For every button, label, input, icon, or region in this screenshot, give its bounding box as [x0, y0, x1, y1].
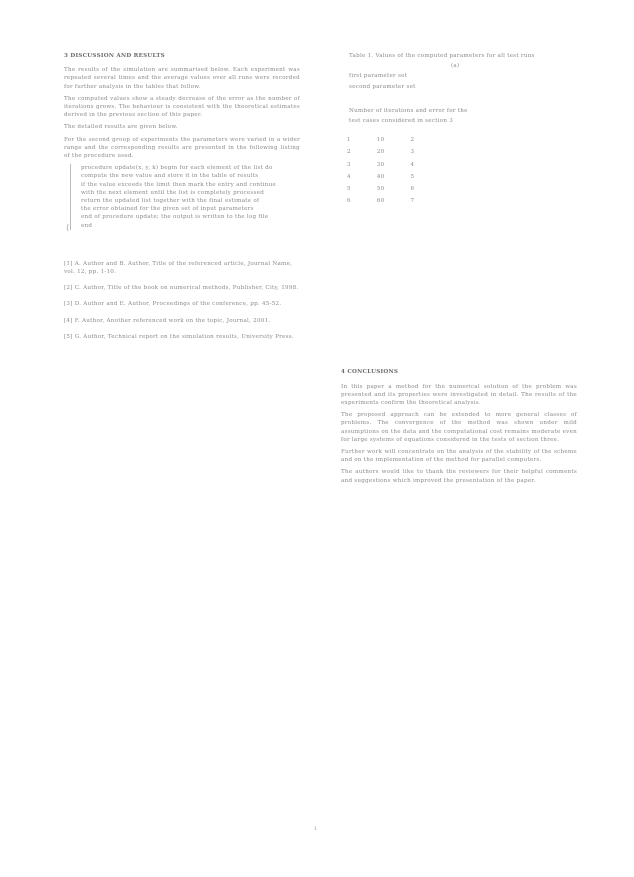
- table-cell: 20: [376, 149, 385, 156]
- code-line: with the next element until the list is completely processed: [81, 189, 265, 196]
- paragraph: In this paper a method for the numerical solution of the problem was presented and its properties were investigated in detail. The results of the experiments confirm the theoretical analysis.: [341, 383, 577, 407]
- paragraph: The proposed approach can be extended to more general classes of problems. The convergence of the method was shown under mild assumptions on the data and the computational cost remains moderate even for large systems of equations considered in the tests of section three.: [341, 412, 577, 443]
- paragraph: Further work will concentrate on the analysis of the stability of the scheme and on the implementation of the method for parallel computers.: [341, 449, 577, 464]
- paragraph: The authors would like to thank the reviewers for their helpful comments and suggestions which improved the presentation of the paper.: [341, 469, 577, 484]
- table-row: [347, 184, 440, 196]
- table-cell: 30: [376, 161, 385, 168]
- right-column: [341, 52, 577, 489]
- table-caption: test cases considered in section 3: [349, 118, 454, 125]
- table-cell: 3: [347, 161, 351, 168]
- table-title: Table 1. Values of the computed parameters for all test runs: [349, 53, 535, 59]
- paragraph: The results of the simulation are summarised below. Each experiment was repeated several times and the average values over all runs were recorded for further analysis in the tables that follow.: [64, 67, 300, 90]
- page-number: 1: [314, 826, 318, 832]
- paragraph: The detailed results are given below.: [64, 124, 178, 131]
- table-cell: 6: [347, 198, 351, 205]
- left-column: [64, 52, 300, 349]
- reference-item: [4] F. Author, Another referenced work on the topic, Journal, 2001.: [64, 317, 271, 324]
- results-table: [347, 135, 440, 208]
- section-heading: 4 CONCLUSIONS: [341, 369, 399, 376]
- table-cell: 40: [376, 173, 385, 180]
- code-line: end: [81, 222, 93, 229]
- table-cell: 5: [410, 173, 415, 180]
- table-cell: 60: [376, 198, 385, 205]
- code-line: compute the new value and store it in the table of results: [81, 173, 259, 180]
- paragraph: The computed values show a steady decrease of the error as the number of iterations grows. The behaviour is consistent with the theoretical estimates derived in the previous section of this paper.: [64, 95, 300, 119]
- code-line: return the updated list together with the final estimate of: [81, 198, 260, 205]
- reference-item: [2] C. Author, Title of the book on numerical methods, Publisher, City, 1998.: [64, 285, 299, 292]
- table-cell: 2: [347, 149, 351, 156]
- code-line: end of procedure update; the output is written to the log file: [81, 214, 269, 221]
- code-line: the error obtained for the given set of input parameters: [81, 206, 254, 213]
- table-row: [347, 135, 440, 147]
- paragraph: For the second group of experiments the parameters were varied in a wider range and the corresponding results are presented in the following listing of the procedure used.: [64, 136, 300, 160]
- reference-item: [1] A. Author and B. Author, Title of the referenced article, Journal Name, vol. 12, pp. 1-10.: [64, 260, 293, 276]
- table-caption: Number of iterations and error for the: [349, 107, 468, 114]
- table-subtitle: (a): [451, 63, 460, 70]
- table-cell: 10: [376, 137, 385, 144]
- table-cell: 3: [410, 149, 415, 156]
- section-heading: 3 DISCUSSION AND RESULTS: [64, 53, 165, 59]
- table-cell: 4: [410, 161, 415, 168]
- code-box: [66, 164, 300, 233]
- table-row: [347, 172, 440, 184]
- table-row: [347, 196, 440, 208]
- table-cell: 6: [410, 186, 415, 193]
- table-note: second parameter set: [349, 83, 416, 90]
- table-cell: 1: [347, 137, 351, 144]
- references: [64, 260, 300, 341]
- table-note: first parameter set: [349, 73, 408, 80]
- code-line: if the value exceeds the limit then mark the entry and continue: [81, 181, 277, 188]
- code-line: procedure update(x, y, k) begin for each element of the list do: [81, 165, 273, 172]
- bracket-icon: ⟨: [66, 223, 70, 233]
- table-cell: 50: [376, 186, 385, 193]
- table-row: [347, 160, 440, 172]
- table-cell: 2: [410, 137, 415, 144]
- table-cell: 5: [347, 186, 351, 193]
- table-row: [347, 147, 440, 159]
- reference-item: [5] G. Author, Technical report on the simulation results, University Press.: [64, 333, 294, 340]
- table-cell: 4: [347, 173, 351, 180]
- reference-item: [3] D. Author and E. Author, Proceedings of the conference, pp. 45-52.: [64, 301, 282, 308]
- table-cell: 7: [410, 198, 415, 205]
